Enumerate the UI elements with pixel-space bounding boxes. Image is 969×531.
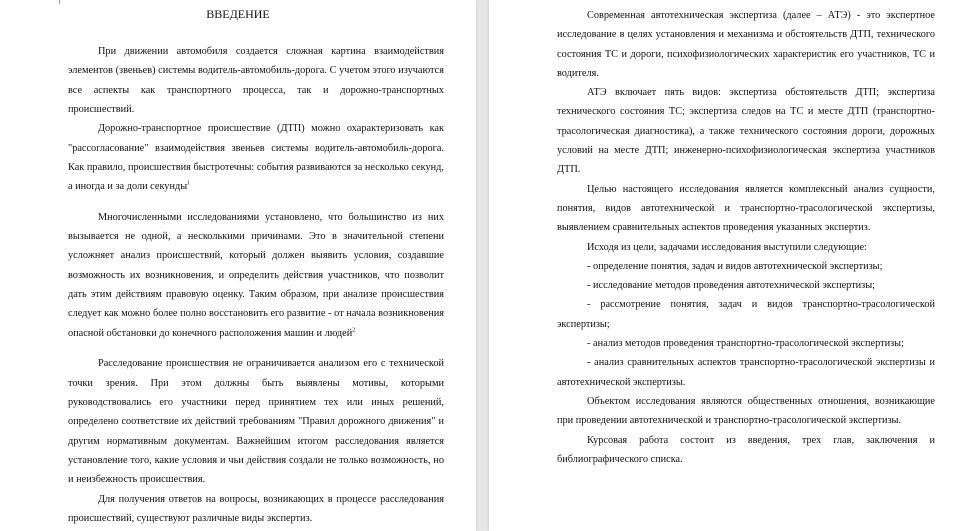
paragraph: Расследование происшествия не ограничивается анализом его с технической точки зрения. При этом должны быть выявлены мотивы, которыми руководствовались его участники перед принятием тех или иных решений, определено соответствие их действий требованиям "Правил дорожного движения" и другим нормативным документам. Важнейшим итогом расследования является установление того, какие условия и чьи действия создали не только возможность, но и неизбежность происшествия. — [68, 358, 444, 486]
paragraph: Исходя из цели, задачами исследования выступили следующие: — [587, 241, 867, 253]
document-page-right — [489, 0, 969, 531]
paragraph — [68, 119, 444, 196]
list-item: - анализ сравнительных аспектов транспортно-трасологической экспертизы и автотехнической экспертизы. — [557, 357, 935, 388]
list-item: - анализ методов проведения транспортно-трасологической экспертизы; — [587, 338, 904, 350]
paragraph-text: Дорожно-транспортное происшествие (ДТП) можно охарактеризовать как "рассогласование" взаимодействия звеньев системы водитель-автомобиль-дорога. Как правило, происшествия быстротечны: события развиваются за несколько секунд, а иногда и за доли секунды — [68, 123, 444, 193]
paragraph: При движении автомобиля создается сложная картина взаимодействия элементов (звеньев) системы водитель-автомобиль-дорога. С учетом этого изучаются все аспекты как транспортного процесса, так и дорожно-транспортных происшествий. — [68, 46, 444, 116]
paragraph: Современная автотехническая экспертиза (далее – АТЭ) - это экспертное исследование в целях установления и механизма и обстоятельств ДТП, технического состояния ТС и дороги, психофизиологических характеристик его участников, ТС и водителя. — [557, 10, 935, 79]
right-text-column — [557, 0, 935, 469]
left-text-column — [68, 0, 444, 528]
page-title: ВВЕДЕНИЕ — [206, 7, 270, 21]
page-corner-mark — [59, 0, 68, 4]
document-page-left — [0, 0, 476, 531]
list-item: - определение понятия, задач и видов автотехнической экспертизы; — [587, 260, 883, 272]
paragraph — [68, 208, 444, 343]
paragraph-text: Многочисленными исследованиями установлено, что большинство из них вызывается не одной, а несколькими причинами. Это в значительной степени усложняет анализ происшествий, который должен выявить условия, создавшие возможность их возникновения, и определить действия участников, что позволит дать этим действиям правовую оценку. Таким образом, при анализе происшествия следует как можно более полно восстановить его развитие - от начала возникновения опасной обстановки до конечного расположения машин и людей — [68, 211, 444, 339]
paragraph: АТЭ включает пять видов: экспертиза обстоятельств ДТП; экспертиза технического состояния ТС; экспертиза следов на ТС и месте ДТП (транспортно-трасологическая диагностика), а также технического состояния дороги, дорожных условий на месте ДТП; инженерно-психофизиологическая экспертиза участников ДТП. — [557, 87, 935, 176]
paragraph: Объектом исследования являются общественных отношения, возникающие при проведении автотехнической и транспортно-трасологической экспертизы. — [557, 395, 935, 427]
paragraph: Для получения ответов на вопросы, возникающих в процессе расследования происшествий, существуют различные виды экспертиз. — [68, 493, 444, 524]
list-item: - рассмотрение понятия, задач и видов транспортно-трасологической экспертизы; — [557, 299, 935, 330]
footnote-mark: 2 — [352, 327, 356, 334]
paragraph: Целью настоящего исследования является комплексный анализ сущности, понятия, видов автотехнической и транспортно-трасологической экспертизы, выявлением сравнительных аспектов проведения указанных экспертиз. — [557, 183, 935, 234]
list-item: - исследование методов проведения автотехнической экспертизы; — [587, 280, 876, 292]
paragraph: Курсовая работа состоит из введения, трех глав, заключения и библиографического списка. — [557, 434, 935, 465]
footnote-mark: 1 — [187, 180, 191, 187]
